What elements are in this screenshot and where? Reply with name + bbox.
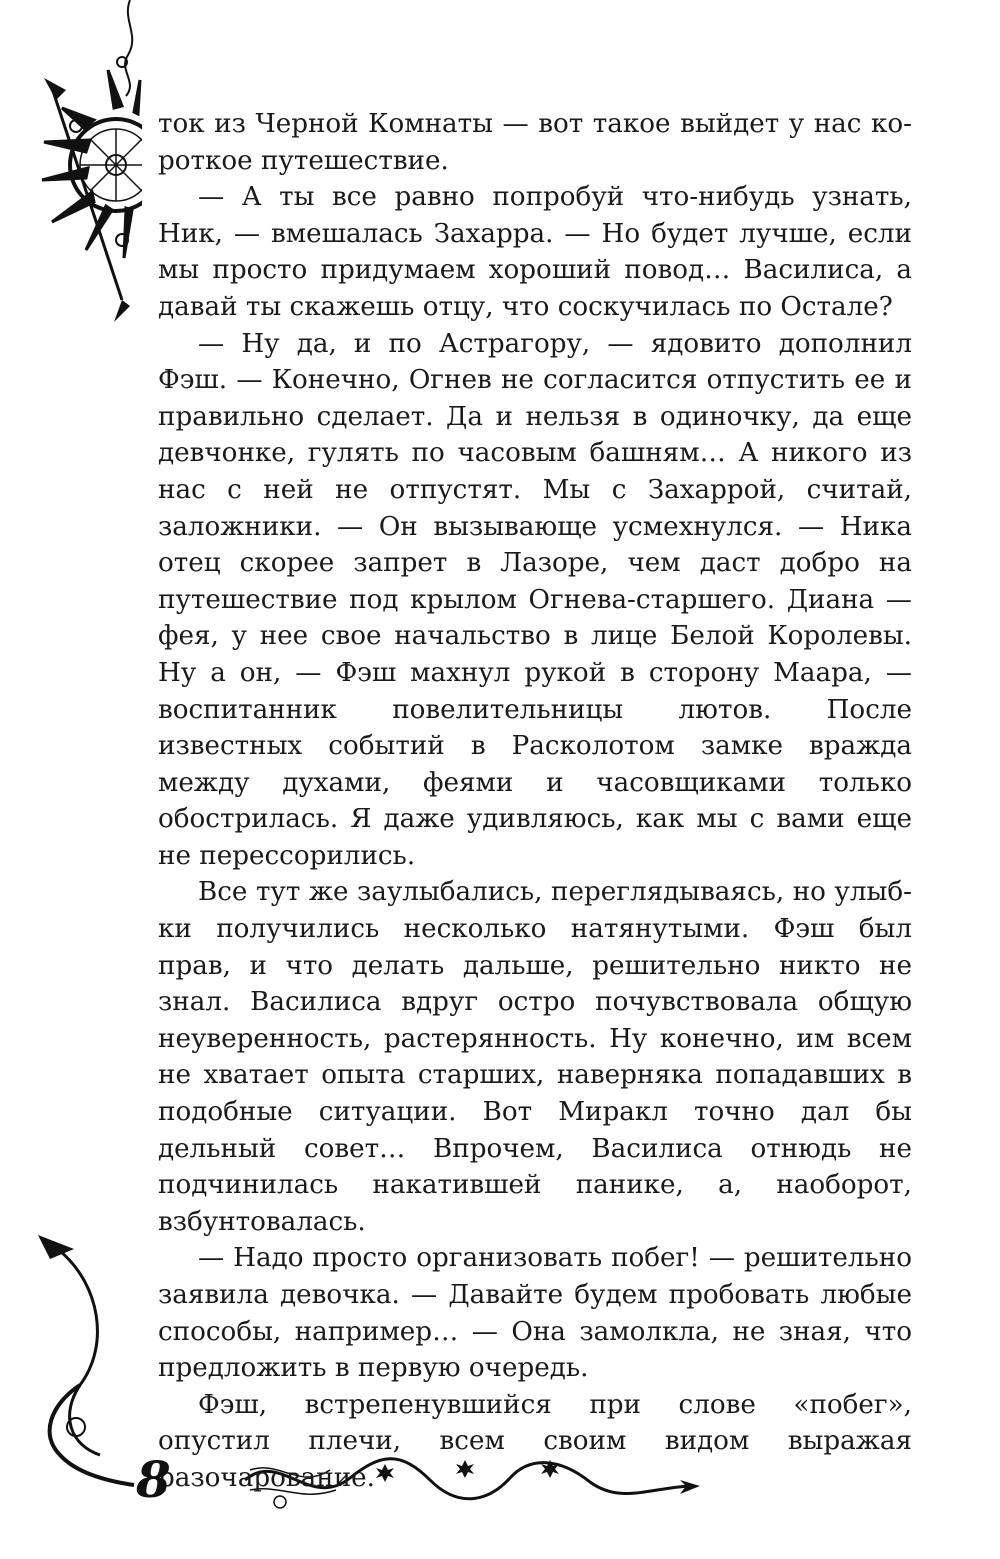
page-number: 8: [136, 1450, 171, 1509]
paragraph: — Ну да, и по Астрагору, — ядовито дополнил Фэш. — Конечно, Огнев не согласится отпустить ее и правильно сделает. Да и нельзя в одиночку, да еще девчонке, гулять по часовым башням… А никого из нас с ней не отпустят. Мы с Захаррой, считай, заложники. — Он вызывающе усмехнулся. — Ника отец скорее запрет в Лазоре, чем даст добро на путешествие под крылом Огнева-старшего. Диана — фея, у нее свое начальство в лице Белой Королевы. Ну а он, — Фэш махнул рукой в сторону Маара, — воспитанник повелительницы лютов. После известных событий в Расколотом замке вражда между духами, феями и часовщиками только обострилась. Я даже удивляюсь, как мы с вами еще не перессорились.: [158, 328, 912, 871]
paragraph: — Надо просто организовать побег! — решительно заявила девочка. — Давайте будем пробовать любые способы, например… — Она замолкла, не зная, что предложить в первую очередь.: [158, 1243, 912, 1384]
sun-compass-ornament: [22, 0, 142, 335]
paragraph: ток из Черной Комнаты — вот такое выйдет у нас короткое путешествие.: [158, 109, 912, 176]
body-text: [158, 106, 912, 1497]
paragraph: — А ты все равно попробуй что-нибудь узнать, Ник, — вмешалась Захарра. — Но будет лучше, если мы просто придумаем хороший повод… Василиса, а давай ты скажешь отцу, что соскучилась по Остале?: [158, 182, 912, 322]
paragraph: Все тут же заулыбались, переглядываясь, но улыбки получились несколько натянутыми. Фэш был прав, и что делать дальше, решительно никто не знал. Василиса вдруг остро почувствовала общую неуверенность, растерянность. Ну конечно, им всем не хватает опыта старших, наверняка попадавших в подобные ситуации. Вот Миракл точно дал бы дельный совет… Впрочем, Василиса отнюдь не подчинилась накатившей панике, а, наоборот, взбунтовалась.: [158, 877, 912, 1237]
paragraph: Фэш, встрепенувшийся при слове «побег», опустил плечи, всем своим видом выражая разочарование.: [158, 1389, 912, 1493]
swirl-arrow-ornament: [30, 1215, 140, 1515]
